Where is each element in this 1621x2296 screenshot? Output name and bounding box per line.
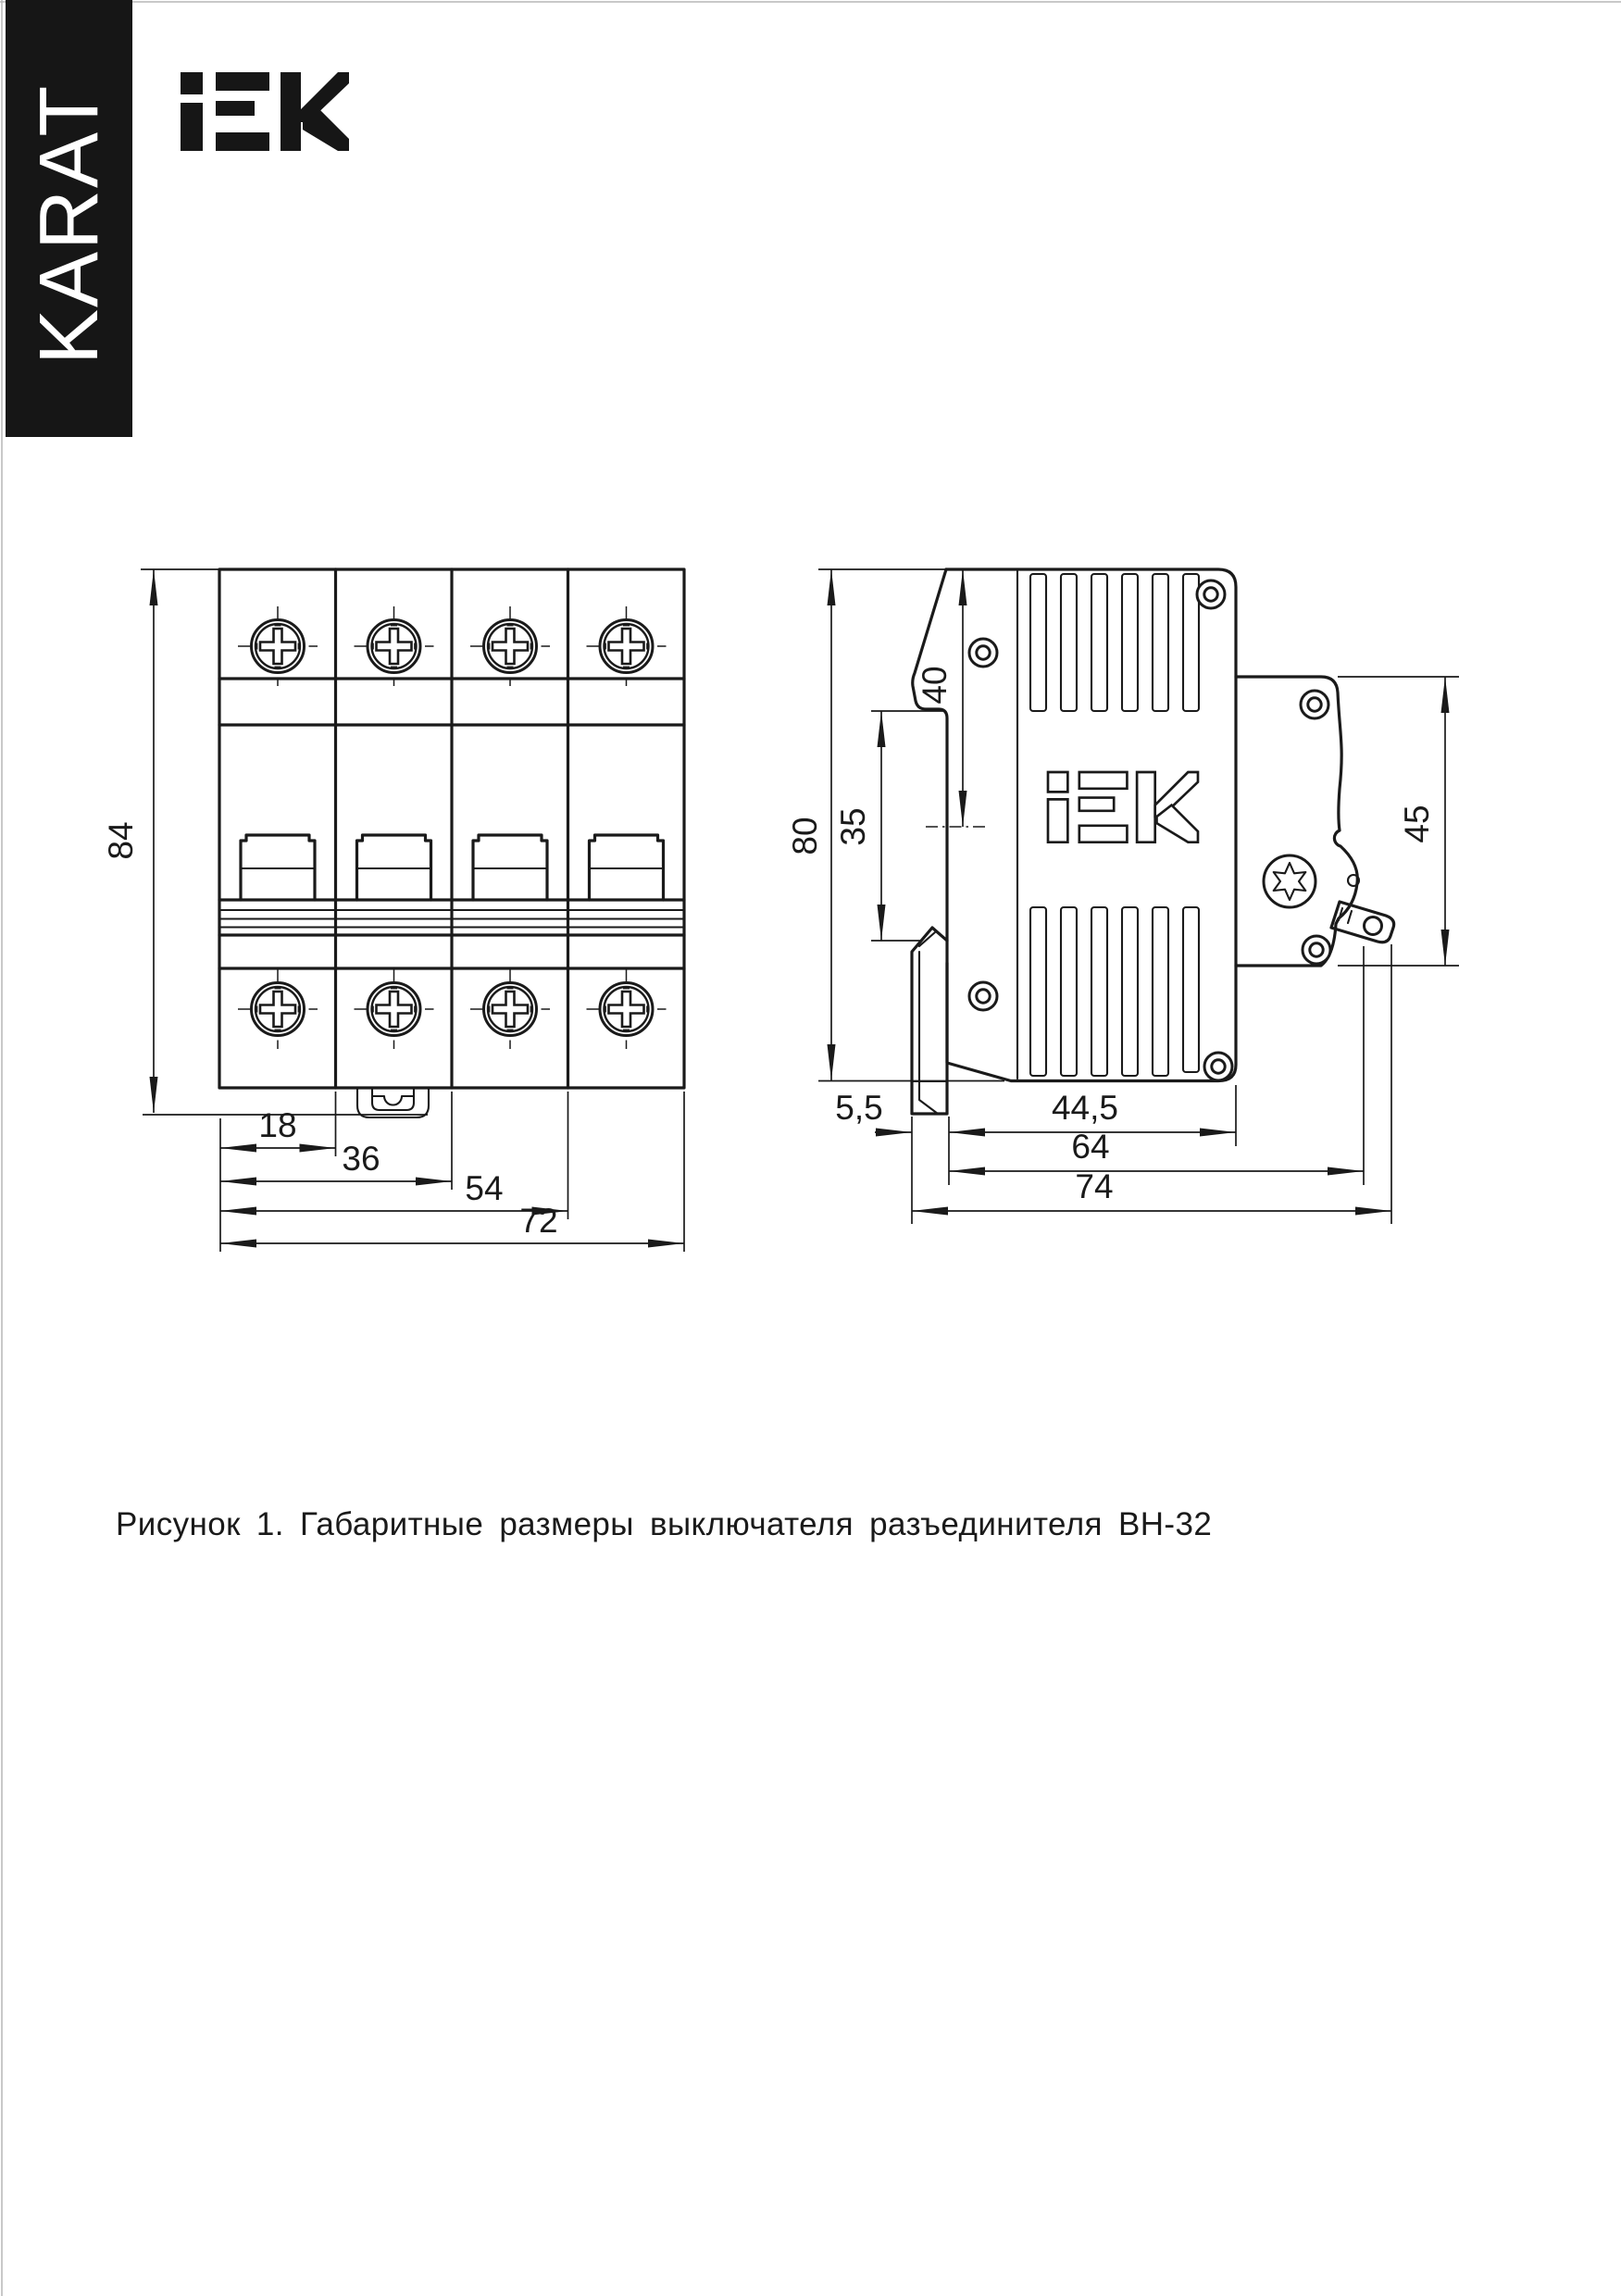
phillips-screw-icon: [587, 606, 667, 686]
dim-side-clip-depth: 5,5: [835, 1089, 883, 1127]
side-view: [786, 569, 1459, 1224]
karat-sidebar: [6, 0, 132, 437]
side-toggle-lever: [1331, 902, 1394, 942]
rivet-icon: [1301, 691, 1328, 718]
phillips-screw-icon: [355, 606, 434, 686]
rivet-icon: [1303, 936, 1330, 964]
phillips-screw-icon: [587, 969, 667, 1049]
toggle-handle: [473, 835, 547, 900]
dim-front-total-width: 72: [519, 1202, 558, 1240]
rivet-icon: [1204, 1053, 1232, 1080]
front-din-clip: [357, 1088, 429, 1117]
dim-front-three-modules: 54: [465, 1169, 504, 1207]
karat-brand-text: KARAT: [23, 83, 116, 365]
dim-front-module: 18: [258, 1106, 297, 1144]
rivet-icon: [969, 982, 997, 1010]
toggle-handle: [590, 835, 664, 900]
phillips-screw-icon: [238, 969, 318, 1049]
toggle-handle: [241, 835, 315, 900]
phillips-screw-icon: [238, 606, 318, 686]
phillips-screw-icon: [470, 969, 550, 1049]
phillips-screw-icon: [355, 969, 434, 1049]
side-rail-hook-top: [913, 569, 947, 941]
dim-front-height: 84: [102, 821, 140, 860]
dim-side-depth-to-lever: 64: [1071, 1128, 1110, 1166]
rivet-icon: [969, 639, 997, 667]
figure-caption: Рисунок 1. Габаритные размеры выключателя разъединителя ВН-32: [116, 1506, 1213, 1542]
dim-side-front-height: 45: [1398, 805, 1436, 843]
dim-side-din-slot: 35: [834, 807, 872, 846]
dim-side-body-depth: 44,5: [1051, 1089, 1119, 1127]
side-iek-logo-icon: [1048, 772, 1198, 842]
rivet-icon: [1197, 580, 1225, 608]
iek-logo-icon: [181, 72, 349, 151]
dim-side-total-depth: 74: [1075, 1167, 1114, 1205]
torx-screw-icon: [1264, 855, 1316, 907]
front-view: [102, 569, 684, 1252]
dim-side-height: 80: [786, 817, 824, 855]
dim-front-two-modules: 36: [342, 1140, 380, 1178]
toggle-handle: [357, 835, 431, 900]
side-front-profile: [1236, 677, 1357, 966]
dim-side-din-top: 40: [916, 666, 954, 705]
side-din-spring-clip: [912, 928, 947, 1114]
phillips-screw-icon: [470, 606, 550, 686]
